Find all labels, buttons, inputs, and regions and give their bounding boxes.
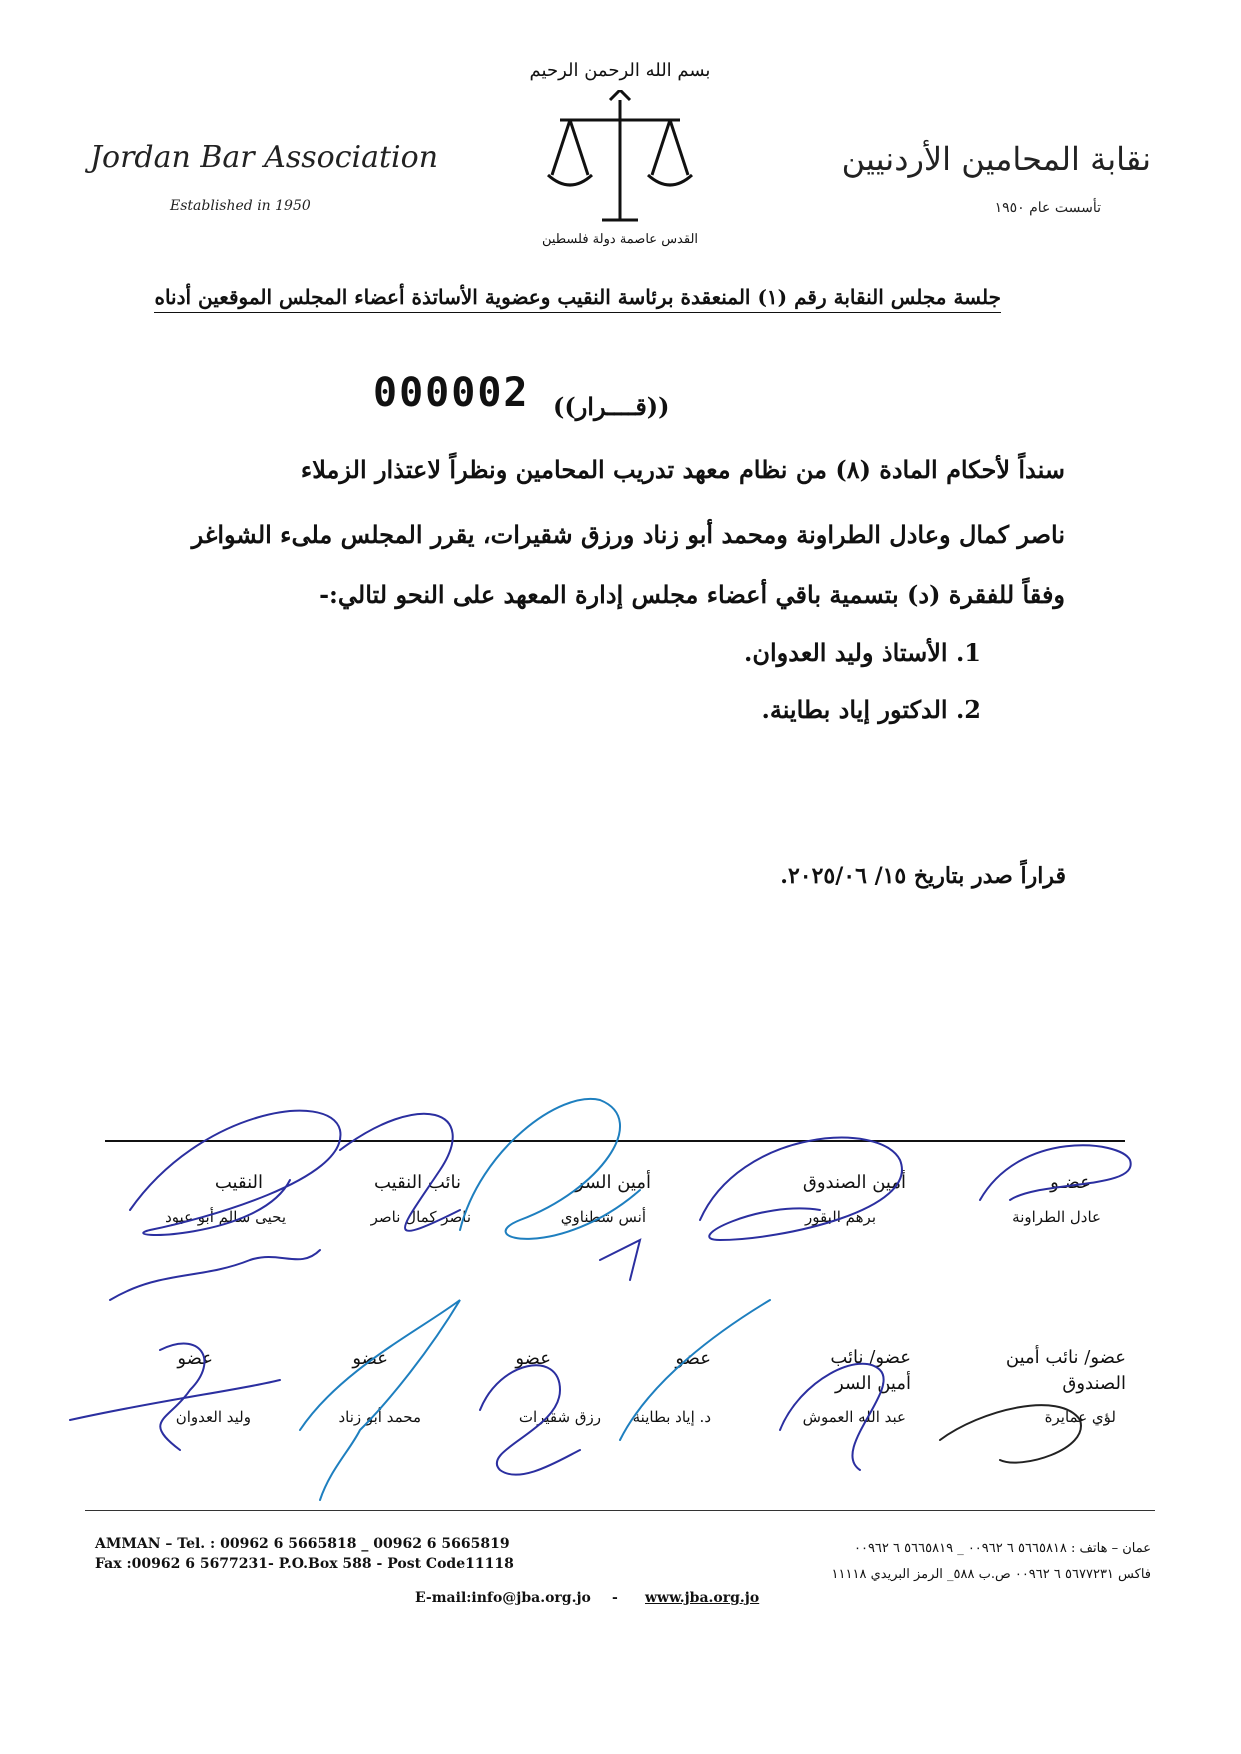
signatory-name: عبد الله العموش bbox=[802, 1408, 906, 1426]
signatory-title: عضـو bbox=[1050, 1172, 1091, 1193]
handwritten-signatures bbox=[0, 1090, 1241, 1510]
signatory-title: عضو bbox=[352, 1348, 388, 1369]
english-established-line: Established in 1950 bbox=[170, 198, 311, 214]
footer-website-link[interactable]: www.jba.org.jo bbox=[645, 1590, 760, 1606]
signatory-name: عادل الطراونة bbox=[1012, 1208, 1101, 1226]
body-line-3: وفقاً للفقرة (د) بتسمية باقي أعضاء مجلس إدارة المعهد على النحو لتالي:- bbox=[319, 580, 1065, 609]
signatory-name: د. إياد بطاينة bbox=[632, 1408, 711, 1426]
signatory-title: عضو/ نائب أمين الصندوق bbox=[1005, 1347, 1126, 1394]
footer-english-line-1: AMMAN – Tel. : 00962 6 5665818 _ 00962 6 5665819 bbox=[95, 1536, 510, 1552]
session-heading: جلسة مجلس النقابة رقم (١) المنعقدة برئاسة النقيب وعضوية الأساتذة أعضاء المجلس الموقعين أدناه bbox=[154, 285, 1001, 313]
signatory-title: نائب النقيب bbox=[373, 1172, 461, 1193]
english-association-name: Jordan Bar Association bbox=[90, 140, 439, 175]
signatory-name: أنس شطناوي bbox=[560, 1208, 646, 1226]
signatory-name: برهم البقور bbox=[805, 1208, 876, 1226]
decision-title: ((قــــرار)) bbox=[553, 392, 670, 421]
footer-arabic-line-2: فاكس ٥٦٧٧٢٣١ ٦ ٠٠٩٦٢ ص.ب ٥٨٨_ الرمز البريدي ١١١١٨ bbox=[831, 1567, 1151, 1582]
signatory-title: عضو/ نائب أمين السر bbox=[830, 1347, 911, 1394]
body-line-1: سنداً لأحكام المادة (٨) من نظام معهد تدريب المحامين ونظراً لاعتذار الزملاء bbox=[300, 455, 1065, 484]
signatory-title: عضو bbox=[177, 1348, 213, 1369]
signatory-name: يحيى سالم أبو عبود bbox=[165, 1208, 286, 1226]
footer-separator: - bbox=[612, 1590, 618, 1606]
signatory-title: عضو bbox=[515, 1348, 551, 1369]
scales-of-justice-icon bbox=[540, 90, 700, 230]
arabic-association-name: نقابة المحامين الأردنيين bbox=[841, 140, 1151, 178]
footer-email[interactable]: E-mail:info@jba.org.jo bbox=[415, 1590, 591, 1606]
list-item-2: 2. الدكتور إياد بطاينة. bbox=[761, 695, 981, 724]
footer-divider bbox=[85, 1510, 1155, 1511]
footer-english-line-2: Fax :00962 6 5677231- P.O.Box 588 - Post Code11118 bbox=[95, 1556, 514, 1572]
arabic-established-line: تأسست عام ١٩٥٠ bbox=[994, 200, 1101, 216]
signatory-name: ناصر كمال ناصر bbox=[370, 1208, 471, 1226]
signatory-title: أمين الصندوق bbox=[802, 1172, 906, 1193]
decision-number: 000002 bbox=[373, 370, 530, 416]
footer-english-contact bbox=[95, 1534, 514, 1574]
footer-arabic-contact bbox=[832, 1536, 1151, 1588]
signatory-name: محمد أبو زناد bbox=[338, 1408, 421, 1426]
signatory-name: رزق شقيرات bbox=[518, 1408, 601, 1426]
issue-date-line: قراراً صدر بتاريخ ١٥/ ٢٠٢٥/٠٦. bbox=[780, 863, 1066, 889]
signatory-title: النقيب bbox=[214, 1172, 263, 1193]
signatory-name: وليد العدوان bbox=[175, 1408, 251, 1426]
footer-arabic-line-1: عمان – هاتف : ٥٦٦٥٨١٨ ٦ ٠٠٩٦٢ _ ٥٦٦٥٨١٩ ٦ ٠٠٩٦٢ bbox=[853, 1541, 1151, 1556]
signatory-title: أمين السر bbox=[575, 1172, 651, 1193]
jerusalem-caption: القدس عاصمة دولة فلسطين bbox=[541, 232, 699, 247]
body-line-2: ناصر كمال وعادل الطراونة ومحمد أبو زناد ورزق شقيرات، يقرر المجلس ملىء الشواغر bbox=[191, 520, 1065, 549]
list-item-1: 1. الأستاذ وليد العدوان. bbox=[744, 638, 981, 667]
signatory-title: عضو bbox=[675, 1348, 711, 1369]
signatory-name: لؤي عمايرة bbox=[1044, 1408, 1116, 1426]
basmala-text: بسم الله الرحمن الرحيم bbox=[529, 60, 711, 81]
